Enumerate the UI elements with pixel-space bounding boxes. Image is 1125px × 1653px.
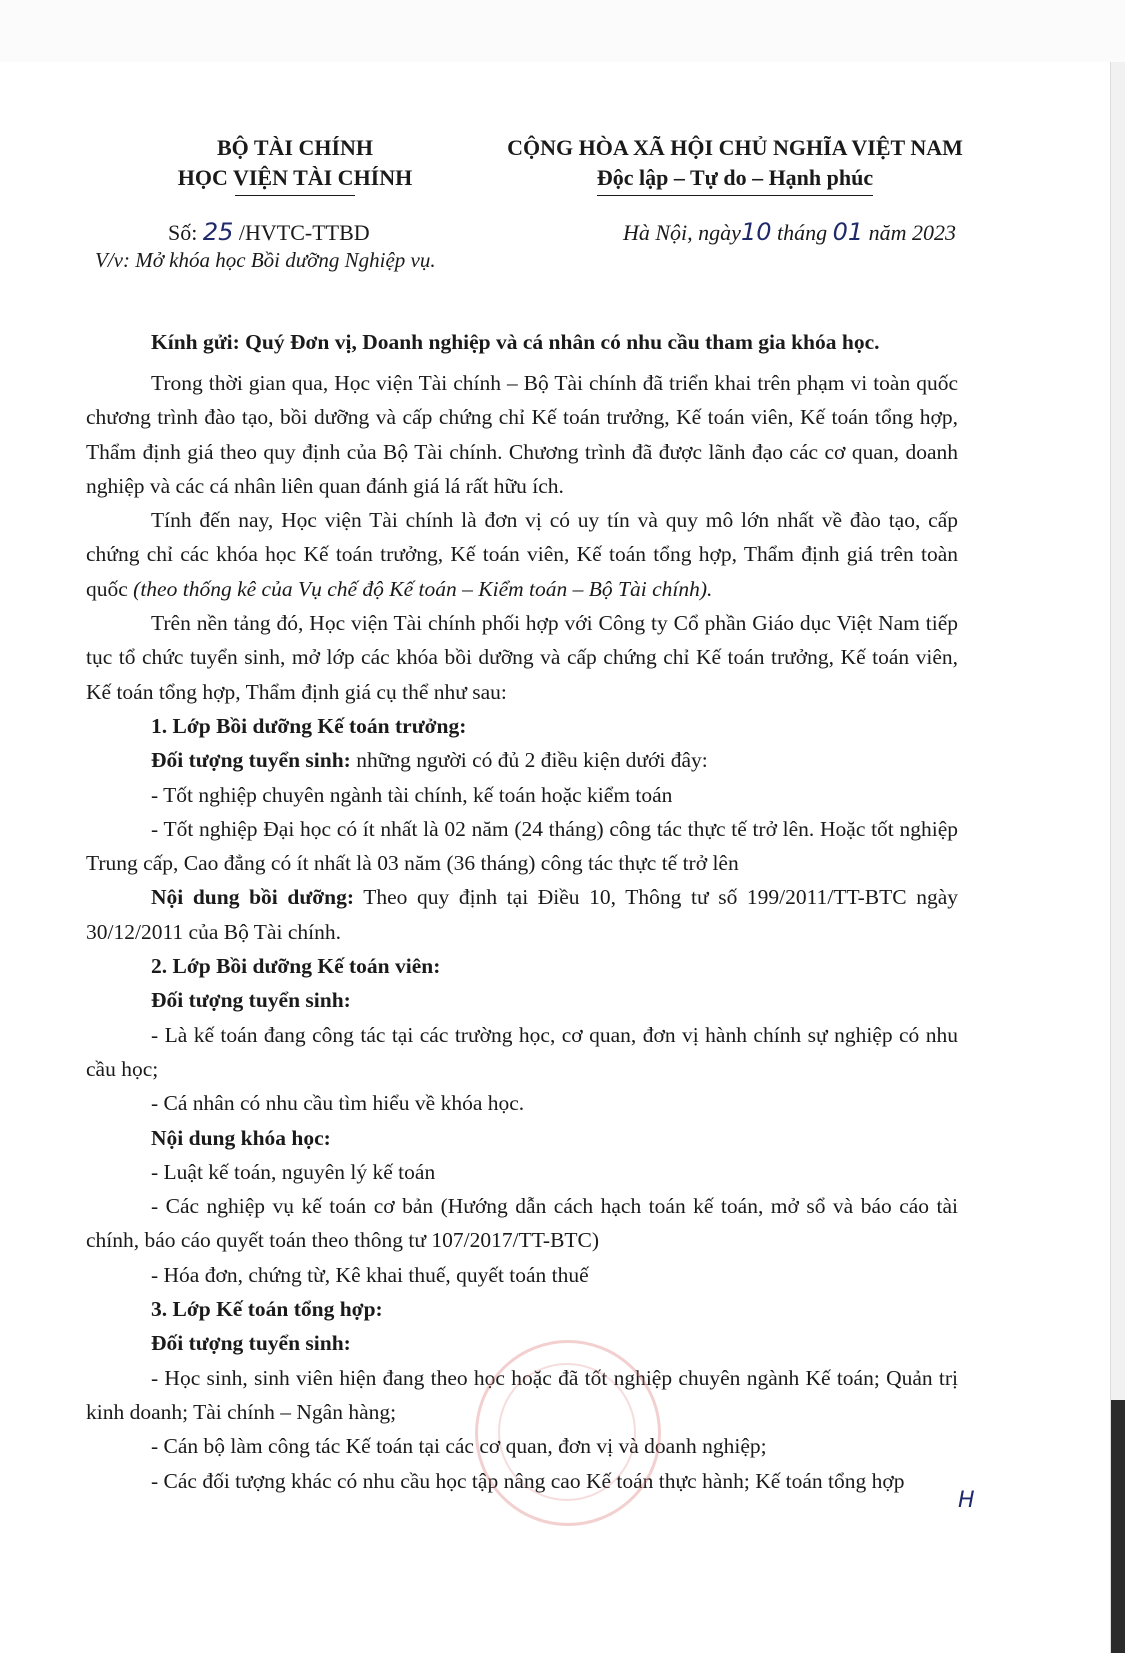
section-3-title: 3. Lớp Kế toán tổng hợp:: [151, 1297, 383, 1322]
document-number: [168, 218, 370, 246]
section-1-item-2: - Tốt nghiệp Đại học có ít nhất là 02 năm (24 tháng) công tác thực tế trở lên. Hoặc tốt nghiệp Trung cấp, Cao đẳng có ít nhất là 03 năm (36 tháng) công tác thực tế trở lên: [86, 816, 958, 876]
paragraph-reputation: [86, 503, 958, 606]
reputation-text: Tính đến nay, Học viện Tài chính là đơn vị có uy tín và quy mô lớn nhất về đào tạo, cấp chứng chỉ các khóa học Kế toán trưởng, Kế toán viên, Kế toán tổng hợp, Thẩm định giá trên toàn quốc: [86, 508, 958, 601]
document-body: [86, 366, 958, 1498]
date-year: năm 2023: [868, 220, 957, 245]
section-1-title: 1. Lớp Bồi dưỡng Kế toán trưởng:: [151, 713, 467, 738]
document-subject: V/v: Mở khóa học Bồi dưỡng Nghiệp vụ.: [95, 248, 436, 272]
faded-seal-inner: [498, 1363, 636, 1501]
institute-name: HỌC VIỆN TÀI CHÍNH: [177, 165, 413, 190]
national-motto: Độc lập – Tự do – Hạnh phúc: [597, 163, 873, 196]
initial-signature-mark: H: [958, 1488, 975, 1513]
handwritten-month: 01: [832, 218, 864, 246]
section-1-item-1: - Tốt nghiệp chuyên ngành tài chính, kế toán hoặc kiểm toán: [151, 782, 673, 807]
number-code: /HVTC-TTBD: [238, 220, 370, 245]
section-2-title: 2. Lớp Bồi dưỡng Kế toán viên:: [151, 954, 441, 979]
handwritten-number: 25: [202, 218, 234, 246]
section-2-content-2: - Các nghiệp vụ kế toán cơ bản (Hướng dẫn cách hạch toán kế toán, mở sổ và báo cáo tài chính, báo cáo quyết toán theo thông tư 107/2017/TT-BTC): [86, 1194, 958, 1253]
number-label: Số:: [168, 220, 198, 245]
date-month-label: tháng: [777, 220, 828, 245]
section-1-target-label: Đối tượng tuyển sinh:: [151, 748, 351, 773]
paragraph-intro: Trong thời gian qua, Học viện Tài chính – Bộ Tài chính đã triển khai trên phạm vi toàn quốc chương trình đào tạo, bồi dưỡng và cấp chứng chỉ Kế toán trưởng, Kế toán viên, Kế toán tổng hợp, Thẩm định giá theo quy định của Bộ Tài chính. Chương trình đã được lãnh đạo các cơ quan, doanh nghiệp và các cá nhân liên quan đánh giá lá rất hữu ích.: [86, 371, 958, 498]
section-2-content-3: - Hóa đơn, chứng từ, Kê khai thuế, quyết toán thuế: [151, 1262, 589, 1287]
national-header: [500, 133, 970, 196]
section-1-content-label: Nội dung bồi dưỡng:: [151, 885, 354, 910]
section-1-target: [86, 743, 958, 777]
country-name: CỘNG HÒA XÃ HỘI CHỦ NGHĨA VIỆT NAM: [507, 135, 963, 160]
section-3-item-2: - Cán bộ làm công tác Kế toán tại các cơ quan, đơn vị và doanh nghiệp;: [151, 1434, 767, 1459]
recipient-line: Kính gửi: Quý Đơn vị, Doanh nghiệp và cá nhân có nhu cầu tham gia khóa học.: [151, 330, 880, 354]
section-2-item-2: - Cá nhân có nhu cầu tìm hiểu về khóa học.: [151, 1091, 525, 1116]
section-1-content: [86, 880, 958, 949]
document-date: [623, 218, 956, 246]
section-2-target-label: Đối tượng tuyển sinh:: [151, 988, 351, 1013]
section-3-item-1: - Học sinh, sinh viên hiện đang theo học hoặc đã tốt nghiệp chuyên ngành Kế toán; Quản trị kinh doanh; Tài chính – Ngân hàng;: [86, 1365, 958, 1424]
faded-seal: [475, 1340, 661, 1526]
section-2-item-1: - Là kế toán đang công tác tại các trường học, cơ quan, đơn vị hành chính sự nghiệp có nhu cầu học;: [86, 1022, 958, 1081]
handwritten-day: 10: [740, 218, 772, 246]
issuer-underline: [235, 195, 355, 196]
section-3-target-label: Đối tượng tuyển sinh:: [151, 1331, 351, 1356]
date-prefix: Hà Nội, ngày: [623, 220, 741, 245]
section-2-content-label: Nội dung khóa học:: [151, 1125, 331, 1150]
paragraph-cooperation: Trên nền tảng đó, Học viện Tài chính phối hợp với Công ty Cổ phần Giáo dục Việt Nam tiếp tục tổ chức tuyển sinh, mở lớp các khóa bồi dưỡng và cấp chứng chỉ Kế toán trưởng, Kế toán viên, Kế toán tổng hợp, Thẩm định giá cụ thể như sau:: [86, 611, 958, 704]
section-2-content-1: - Luật kế toán, nguyên lý kế toán: [151, 1159, 436, 1184]
section-1-target-text: những người có đủ 2 điều kiện dưới đây:: [350, 748, 708, 773]
section-1-content-text: Theo quy định tại Điều 10, Thông tư số 199/2011/TT-BTC ngày 30/12/2011 của Bộ Tài chính.: [86, 885, 958, 944]
section-3-item-3: - Các đối tượng khác có nhu cầu học tập nâng cao Kế toán thực hành; Kế toán tổng hợp: [151, 1468, 905, 1493]
issuer-header: [150, 133, 440, 196]
reputation-source: (theo thống kê của Vụ chế độ Kế toán – Kiểm toán – Bộ Tài chính).: [133, 576, 713, 601]
scan-dark-edge: [1111, 1400, 1125, 1653]
ministry-name: BỘ TÀI CHÍNH: [216, 135, 374, 160]
